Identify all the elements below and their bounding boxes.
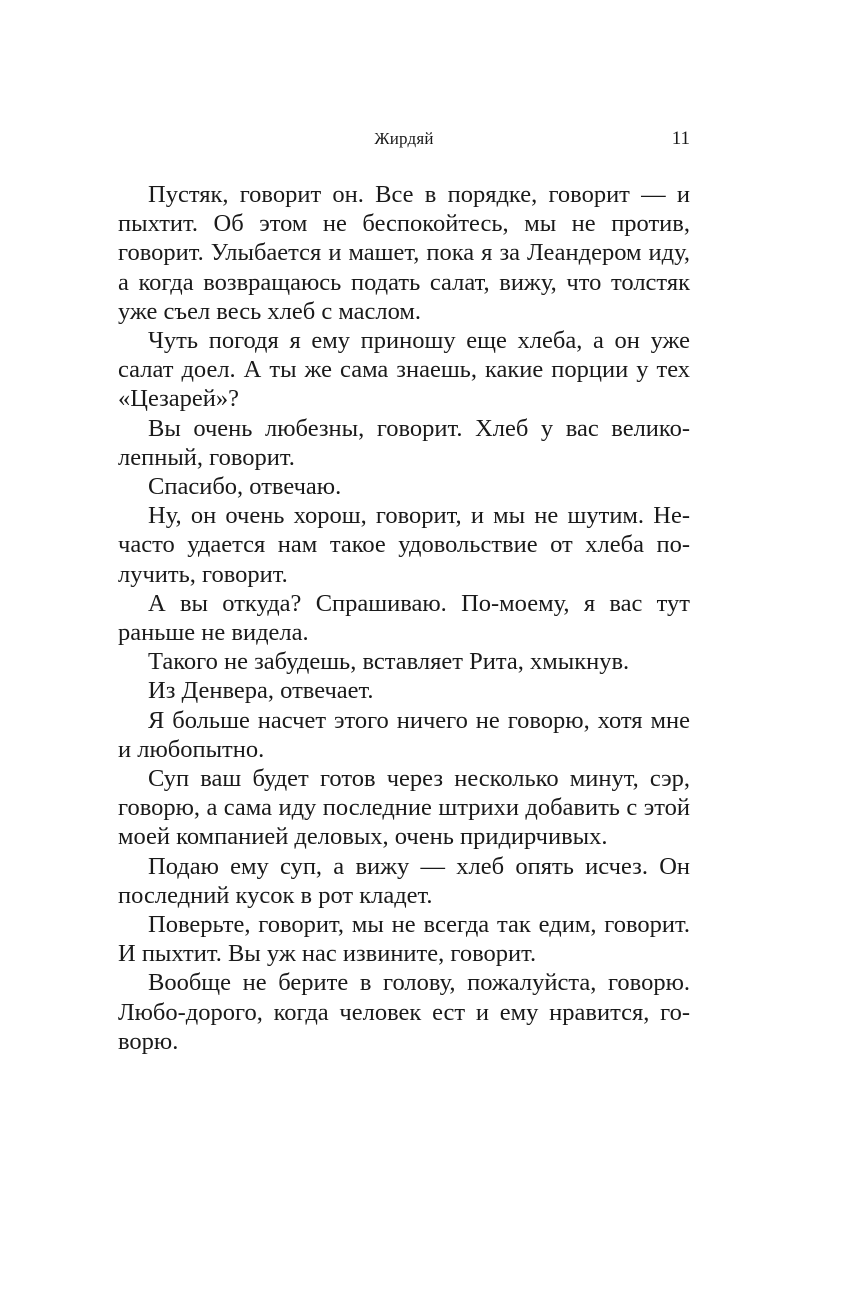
paragraph: Поверьте, говорит, мы не всегда так едим, говорит. И пыхтит. Вы уж нас извините, говорит. bbox=[118, 911, 690, 968]
paragraph: Вы очень любезны, говорит. Хлеб у вас великолепный, говорит. bbox=[118, 414, 690, 471]
paragraph: Такого не забудешь, вставляет Рита, хмыкнув. bbox=[148, 648, 630, 676]
paragraph: Суп ваш будет готов через несколько минут, сэр, говорю, а сама иду последние штрихи добавить с этой моей компанией деловых, очень придирчивых. bbox=[118, 765, 690, 851]
paragraph: Вообще не берите в голову, пожалуйста, говорю. Любо-дорого, когда человек ест и ему нравится, говорю. bbox=[118, 969, 690, 1055]
paragraph: Пустяк, говорит он. Все в порядке, говорит — и пыхтит. Об этом не беспокойтесь, мы не против, говорит. Улыбается и машет, пока я за Леандером иду, а когда возвращаюсь подать салат, вижу, что толстяк уже съел весь хлеб с маслом. bbox=[118, 181, 690, 325]
paragraph: Спасибо, отвечаю. bbox=[148, 473, 342, 501]
paragraph: Из Денвера, отвечает. bbox=[148, 677, 374, 705]
body-text bbox=[118, 180, 690, 1056]
page-number: 11 bbox=[671, 128, 690, 149]
paragraph: Ну, он очень хорош, говорит, и мы не шутим. Нечасто удается нам такое удовольствие от хлеба получить, говорит. bbox=[118, 502, 690, 588]
paragraph: Подаю ему суп, а вижу — хлеб опять исчез. Он последний кусок в рот кладет. bbox=[118, 852, 690, 909]
paragraph: А вы откуда? Спрашиваю. По-моему, я вас тут раньше не видела. bbox=[118, 589, 690, 647]
paragraph: Чуть погодя я ему приношу еще хлеба, а он уже салат доел. А ты же сама знаешь, какие порции у тех «Цезарей»? bbox=[118, 327, 690, 413]
running-head bbox=[118, 124, 690, 154]
running-title: Жирдяй bbox=[374, 129, 434, 148]
paragraph: Я больше насчет этого ничего не говорю, хотя мне и любопытно. bbox=[118, 706, 690, 763]
